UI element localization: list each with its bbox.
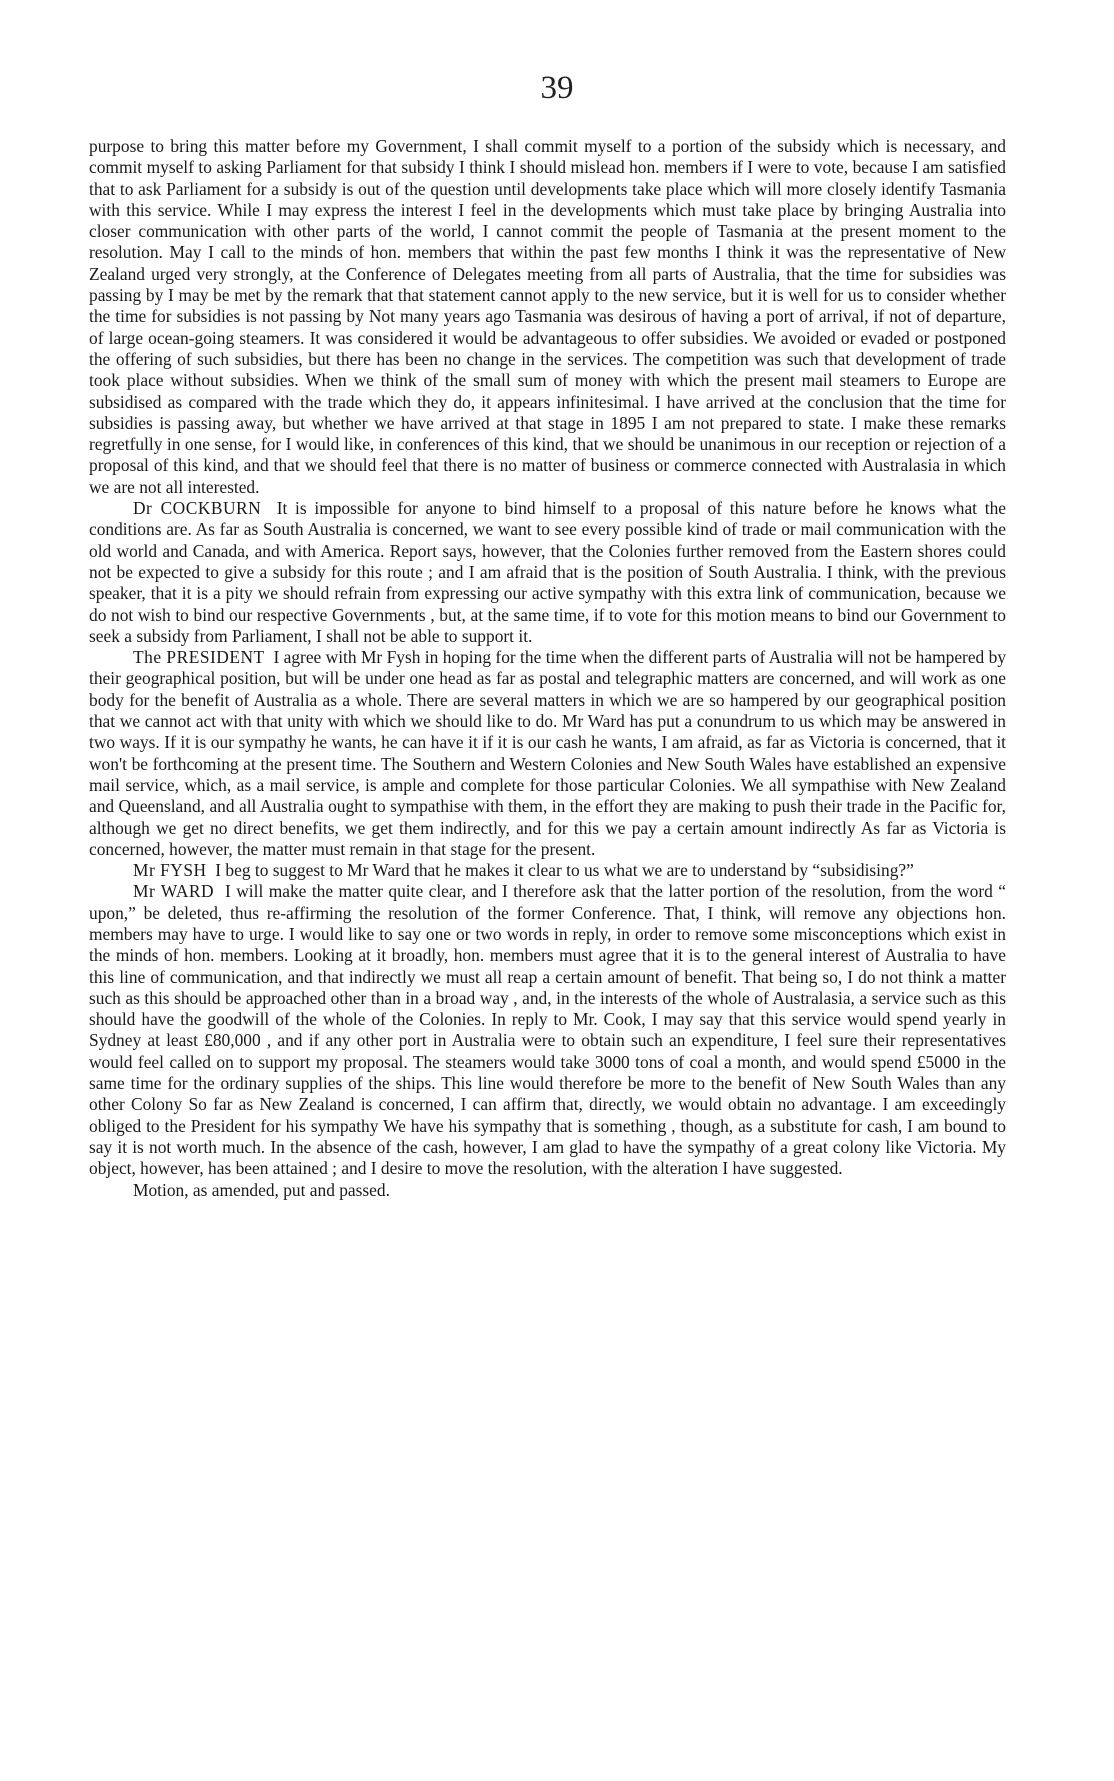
speaker-name: Mr WARD xyxy=(133,881,215,902)
paragraph-text: Motion, as amended, put and passed. xyxy=(133,1179,390,1200)
paragraph-text: It is impossible for anyone to bind himself to a proposal of this nature before he knows what the conditions are. As far as South Australia is concerned, we want to see every possible kind of trade or mail communication with the old world and Canada, and with America. Report says, however, that the Colonies further removed from the Eastern shores could not be expected to give a subsidy for this route ; and I am afraid that is the position of South Australia. I think, with the previous speaker, that it is a pity we should refrain from expressing our active sympathy with this extra link of communication, because we do not wish to bind our respective Governments , but, at the same time, if to vote for this motion means to bind our Government to seek a subsidy from Parliament, I shall not be able to support it. xyxy=(89,498,1006,646)
paragraph-motion xyxy=(89,1180,1006,1201)
paragraph-text: I beg to suggest to Mr Ward that he makes it clear to us what we are to understand by “subsidising?” xyxy=(215,860,914,881)
paragraph-fysh xyxy=(89,860,1006,881)
paragraph-text: I will make the matter quite clear, and I therefore ask that the latter portion of the resolution, from the word “ upon,” be deleted, thus re-affirming the resolution of the former Conference. That, I think, will remove any objections hon. members may have to urge. I would like to say one or two words in reply, in order to remove some misconceptions which exist in the minds of hon. members. Looking at it broadly, hon. members must agree that it is to the general interest of Australia to have this line of communication, and that indirectly we must all reap a certain amount of benefit. That being so, I do not think a matter such as this should be approached other than in a broad way , and, in the interests of the whole of Australasia, a service such as this should have the goodwill of the whole of the Colonies. In reply to Mr. Cook, I may say that this service would spend yearly in Sydney at least £80,000 , and if any other port in Australia were to obtain such an expenditure, I feel sure their representatives would feel called on to support my proposal. The steamers would take 3000 tons of coal a month, and would spend £5000 in the same time for the ordinary supplies of the ships. This line would therefore be more to the benefit of New South Wales than any other Colony So far as New Zealand is concerned, I can affirm that, directly, we would obtain no advantage. I am exceedingly obliged to the President for his sympathy We have his sympathy that is something , though, as a substitute for cash, I am bound to say it is not worth much. In the absence of the cash, however, I am glad to have the sympathy of a great colony like Victoria. My object, however, has been attained ; and I desire to move the resolution, with the alteration I have suggested. xyxy=(89,881,1007,1179)
speaker-name: Mr FYSH xyxy=(133,860,207,881)
body-text xyxy=(89,136,1006,1201)
paragraph-president xyxy=(89,647,1006,860)
paragraph-text: I agree with Mr Fysh in hoping for the time when the different parts of Australia will not be hampered by their geographical position, but will be under one head as far as postal and telegraphic matters are concerned, and will work as one body for the benefit of Australia as a whole. There are several matters in which we are so hampered by our geographical position that we cannot act with that unity with which we should like to do. Mr Ward has put a conundrum to us which may be answered in two ways. If it is our sympathy he wants, he can have it if it is our cash he wants, I am afraid, as far as Victoria is concerned, that it won't be forthcoming at the present time. The Southern and Western Colonies and New South Wales have established an expensive mail service, which, as a mail service, is ample and complete for those particular Colonies. We all sympathise with New Zealand and Queensland, and all Australia ought to sympathise with them, in the effort they are making to push their trade in the Pacific for, although we get no direct benefits, we get them indirectly, and for this we pay a certain amount indirectly As far as Victoria is concerned, however, the matter must remain in that stage for the present. xyxy=(89,647,1007,859)
speaker-name: Dr COCKBURN xyxy=(133,498,262,519)
paragraph-ward xyxy=(89,881,1006,1179)
paragraph-cockburn xyxy=(89,498,1006,647)
speaker-name: The PRESIDENT xyxy=(133,647,265,668)
paragraph-continuation xyxy=(89,136,1006,498)
paragraph-text: purpose to bring this matter before my Government, I shall commit myself to a portion of the subsidy which is necessary, and commit myself to asking Parliament for that subsidy I think I should mislead hon. members if I were to vote, because I am satisfied that to ask Parliament for a subsidy is out of the question until developments take place which will more closely identify Tasmania with this service. While I may express the interest I feel in the developments which must take place by bringing Australia into closer communication with other parts of the world, I cannot commit the people of Tasmania at the present moment to the resolution. May I call to the minds of hon. members that within the past few months I think it was the representative of New Zealand urged very strongly, at the Conference of Delegates meeting from all parts of Australia, that the time for subsidies was passing by I may be met by the remark that that statement cannot apply to the new service, but it is well for us to consider whether the time for subsidies is not passing by Not many years ago Tasmania was desirous of having a port of arrival, if not of departure, of large ocean-going steamers. It was considered it would be advantageous to offer subsidies. We avoided or evaded or postponed the offering of such subsidies, but there has been no change in the services. The competition was such that development of trade took place without subsidies. When we think of the small sum of money with which the present mail steamers to Europe are subsidised as compared with the trade which they do, it appears infinitesimal. I have arrived at the conclusion that the time for subsidies is passing away, but whether we have arrived at that stage in 1895 I am not prepared to state. I make these remarks regretfully in one sense, for I would like, in conferences of this kind, that we should be unanimous in our reception or rejection of a proposal of this kind, and that we should feel that there is no matter of business or commerce connected with Australasia in which we are not all interested. xyxy=(89,136,1006,497)
page-number: 39 xyxy=(540,70,574,106)
